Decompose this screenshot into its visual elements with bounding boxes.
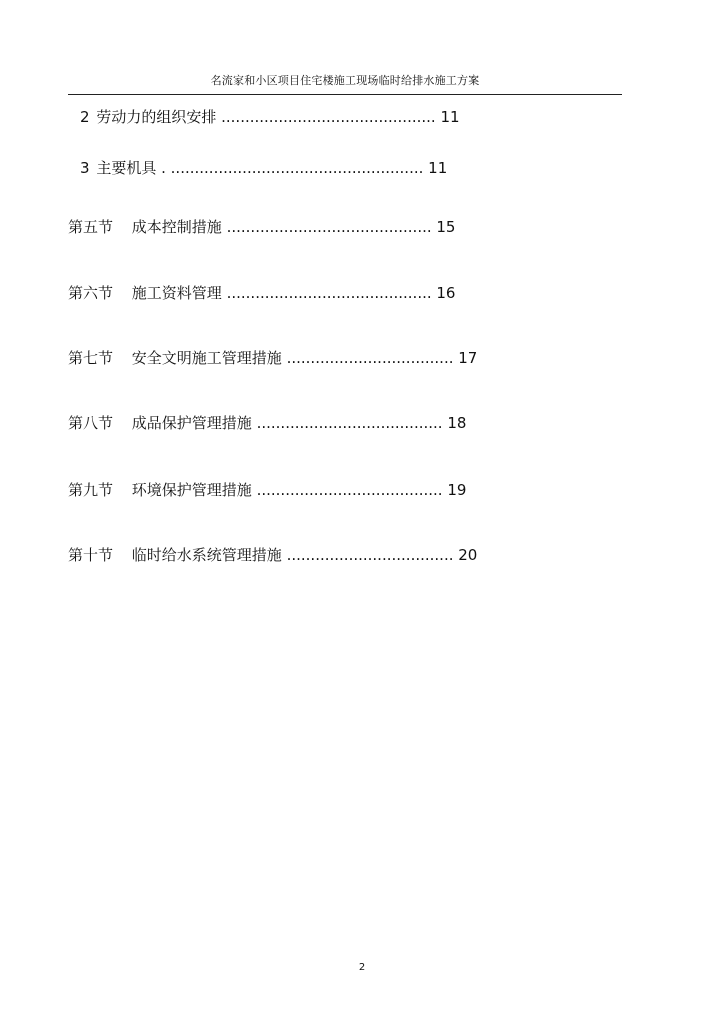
toc-entry[interactable] bbox=[68, 413, 466, 433]
toc-leader-dots: ....................................... bbox=[256, 481, 448, 499]
toc-leader-dots: ................................... bbox=[286, 546, 459, 564]
toc-entry-page: 16 bbox=[436, 284, 456, 302]
toc-entry-title: 主要机具 bbox=[96, 159, 157, 177]
toc-section-label: 第八节 bbox=[68, 414, 114, 432]
toc-entry-title: 成本控制措施 bbox=[131, 218, 222, 236]
toc-entry-page: 20 bbox=[458, 546, 478, 564]
toc-leader-dots: . ..................................................... bbox=[161, 159, 424, 177]
toc-entry[interactable] bbox=[68, 545, 477, 565]
toc-leader-dots: ........................................... bbox=[226, 218, 437, 236]
document-title: 名流家和小区项目住宅楼施工现场临时给排水施工方案 bbox=[210, 74, 480, 87]
toc-entry-title: 劳动力的组织安排 bbox=[96, 108, 217, 126]
page-number: 2 bbox=[358, 962, 366, 973]
toc-section-label: 第六节 bbox=[68, 284, 114, 302]
toc-entry-number: 2 bbox=[80, 108, 90, 126]
toc-entry-title: 施工资料管理 bbox=[131, 284, 222, 302]
toc-entry-page: 11 bbox=[428, 159, 448, 177]
toc-entry-page: 18 bbox=[447, 414, 467, 432]
toc-entry-title: 成品保护管理措施 bbox=[131, 414, 252, 432]
toc-entry[interactable] bbox=[68, 283, 455, 303]
toc-leader-dots: ............................................. bbox=[221, 108, 436, 126]
toc-entry-title: 安全文明施工管理措施 bbox=[131, 349, 282, 367]
toc-section-label: 第七节 bbox=[68, 349, 114, 367]
page-header bbox=[68, 74, 622, 95]
toc-entry-title: 环境保护管理措施 bbox=[131, 481, 252, 499]
toc-section-label: 第五节 bbox=[68, 218, 114, 236]
toc-entry[interactable] bbox=[68, 217, 455, 237]
toc-entry-page: 11 bbox=[440, 108, 460, 126]
toc-entry[interactable] bbox=[80, 107, 460, 127]
toc-entry[interactable] bbox=[68, 348, 477, 368]
toc-entry-page: 17 bbox=[458, 349, 478, 367]
toc-section-label: 第十节 bbox=[68, 546, 114, 564]
toc-entry-page: 15 bbox=[436, 218, 456, 236]
toc-leader-dots: ................................... bbox=[286, 349, 459, 367]
toc-section-label: 第九节 bbox=[68, 481, 114, 499]
toc-entry[interactable] bbox=[68, 480, 466, 500]
toc-leader-dots: ....................................... bbox=[256, 414, 448, 432]
toc-entry-title: 临时给水系统管理措施 bbox=[131, 546, 282, 564]
toc-entry-number: 3 bbox=[80, 159, 90, 177]
toc-entry[interactable] bbox=[80, 158, 447, 178]
toc-entry-page: 19 bbox=[447, 481, 467, 499]
toc-leader-dots: ........................................... bbox=[226, 284, 437, 302]
